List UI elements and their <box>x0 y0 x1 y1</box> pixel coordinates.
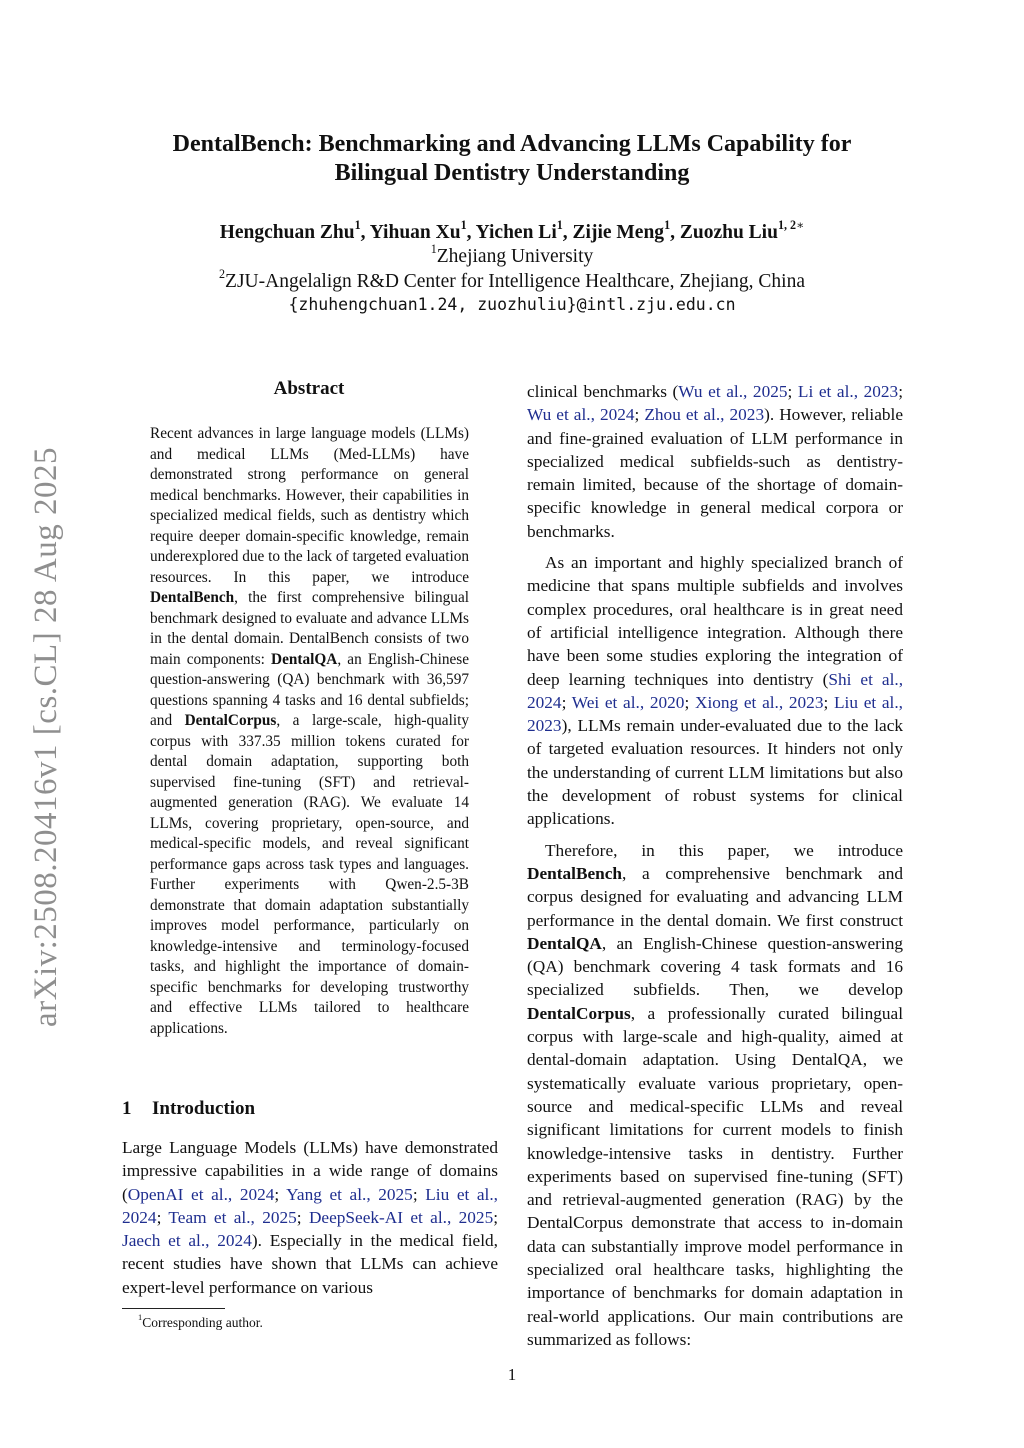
footnote-divider <box>122 1308 225 1309</box>
citation-link[interactable]: DeepSeek-AI et al., 2025 <box>308 1207 494 1227</box>
citation-link[interactable]: Wei et al., 2020 <box>571 692 685 712</box>
citation-link[interactable]: Xiong et al., 2023 <box>694 692 824 712</box>
author-affil-sup: 1 <box>460 217 467 232</box>
section-title: Introduction <box>152 1098 256 1119</box>
author-name: Hengchuan Zhu <box>219 222 355 243</box>
author-email: {zhuhengchuan1.24, zuozhuliu}@intl.zju.edu.cn <box>288 295 736 314</box>
citation-link[interactable]: Liu et al., 2024 <box>122 1184 499 1227</box>
author-list: Hengchuan Zhu$^1$, Yihuan Xu$^1$, Yichen Li$^1$, Zijie Meng$^1$, Zuozhu Liu$^{1, 2∗}$ <box>219 217 805 243</box>
affiliation-1: $^1$Zhejiang University <box>430 241 594 267</box>
page-number: 1 <box>507 1365 517 1384</box>
citation-link[interactable]: Wu et al., 2025 <box>678 382 788 401</box>
affiliation-2: $^2$ZJU-Angelalign R&D Center for Intelligence Healthcare, Zhejiang, China <box>219 266 805 292</box>
term-dentalcorpus: DentalCorpus <box>184 712 277 729</box>
citation-link[interactable]: Liu et al., 2023 <box>527 692 903 736</box>
intro-paragraph: As an important and highly specialized branch of medicine that spans multiple subfields and involves complex procedures, oral healthcare is in great need of artificial intelligence integration. Although there have been some studies exploring the integration of deep learning techniques into dentistry (Shi et al., 2024; Wei et al., 2020; Xiong et al., 2023; Liu et al., 2023), LLMs remain under-evaluated due to the lack of targeted evaluation resources. It hinders not only the understanding of current LLM limitations but also the development of robust systems for clinical applications. <box>527 553 904 829</box>
footnote: $^1$Corresponding author. <box>138 1313 263 1330</box>
intro-right-column <box>527 380 903 1359</box>
intro-paragraph: Therefore, in this paper, we introduce DentalBench, a comprehensive benchmark and corpus designed for evaluating and advancing LLM performance in the dental domain. We first construct DentalQA, an English-Chinese question-answering (QA) benchmark covering 4 task formats and 16 specialized subfields. Then, we develop DentalCorpus, a professionally curated bilingual corpus with large-scale and high-quality, aimed at dental-domain adaptation. Using DentalQA, we systematically evaluate various proprietary, open-source and medical-specific LLMs and reveal significant limitations for current models to finish knowledge-intensive tasks in dentistry. Further experiments based on supervised fine-tuning (SFT) and retrieval-augmented generation (RAG) by the DentalCorpus demonstrate that access to in-domain data can substantially improve model performance in specialized oral healthcare tasks, highlighting the importance of benchmarks for domain adaptation in real-world applications. Our main contributions are summarized as follows: <box>527 840 903 1349</box>
citation-link[interactable]: OpenAI et al., 2024 <box>127 1184 275 1204</box>
section-number: 1 <box>122 1098 132 1119</box>
citation-link[interactable]: Zhou et al., 2023 <box>644 405 765 425</box>
term-dentalbench: DentalBench <box>527 863 623 883</box>
term-dentalcorpus: DentalCorpus <box>527 1003 631 1023</box>
section-heading-introduction <box>122 1098 255 1120</box>
citation-link[interactable]: Jaech et al., 2024 <box>122 1231 252 1251</box>
author-name: Zuozhu Liu <box>679 222 778 243</box>
term-dentalqa: DentalQA <box>271 650 338 668</box>
intro-paragraph-left: Large Language Models (LLMs) have demonstrated impressive capabilities in a wide range of domains (OpenAI et al., 2024; Yang et al., 2025; Liu et al., 2024; Team et al., 2025; DeepSeek-AI et al., 2025; Jaech et al., 2024). Especially in the medical field, recent studies have shown that LLMs can achieve expert-level performance on various <box>122 1138 499 1297</box>
author-affil-sup: 1, 2 <box>777 217 797 232</box>
author-name: Zijie Meng <box>572 222 665 243</box>
term-dentalbench: DentalBench <box>150 589 235 606</box>
intro-paragraph: clinical benchmarks (Wu et al., 2025; Li et al., 2023; Wu et al., 2024; Zhou et al., 2023). However, reliable and fine-grained evaluation of LLM performance in specialized medical subfields-such as dentistry-remain limited, because of the shortage of domain-specific knowledge in general medical corpora or benchmarks. <box>527 382 904 541</box>
citation-link[interactable]: Li et al., 2023 <box>797 382 899 401</box>
term-dentalqa: DentalQA <box>527 933 602 953</box>
citation-link[interactable]: Shi et al., 2024 <box>527 669 904 712</box>
title-line-2: Bilingual Dentistry Understanding <box>334 160 690 186</box>
citation-link[interactable]: Yang et al., 2025 <box>286 1184 413 1204</box>
arxiv-stamp: arXiv:2508.20416v1 [cs.CL] 28 Aug 2025 <box>28 447 64 1027</box>
citation-link[interactable]: Team et al., 2025 <box>168 1207 297 1227</box>
author-affil-sup: 1 <box>354 217 361 232</box>
author-name: Yichen Li <box>475 222 557 243</box>
author-name: Yihuan Xu <box>369 222 461 243</box>
author-affil-sup: 1 <box>556 217 563 232</box>
abstract-heading: Abstract <box>273 378 345 399</box>
citation-link[interactable]: Wu et al., 2024 <box>527 405 635 425</box>
corresponding-mark: ∗ <box>796 217 805 232</box>
title-line-1: DentalBench: Benchmarking and Advancing LLMs Capability for <box>172 131 852 157</box>
author-affil-sup: 1 <box>664 217 671 232</box>
abstract-text: Recent advances in large language models (LLMs) and medical LLMs (Med-LLMs) have demonstrated strong performance on general medical benchmarks. However, their capabilities in specialized medical fields, such as dentistry which require deeper domain-specific knowledge, remain underexplored due to the lack of targeted evaluation resources. In this paper, we introduce DentalBench, the first comprehensive bilingual benchmark designed to evaluate and advance LLMs in the dental domain. DentalBench consists of two main components: DentalQA, an English-Chinese question-answering (QA) benchmark with 36,597 questions spanning 4 tasks and 16 dental subfields; and DentalCorpus, a large-scale, high-quality corpus with 337.35 million tokens curated for dental domain adaptation, supporting both supervised fine-tuning (SFT) and retrieval-augmented generation (RAG). We evaluate 14 LLMs, covering proprietary, open-source, and medical-specific models, and reveal significant performance gaps across task types and languages. Further experiments with Qwen-2.5-3B demonstrate that domain adaptation substantially improves model performance, particularly on knowledge-intensive and terminology-focused tasks, and highlight the importance of domain-specific benchmarks for developing trustworthy and effective LLMs tailored to healthcare applications. <box>150 425 469 1037</box>
paper-title <box>112 130 912 188</box>
